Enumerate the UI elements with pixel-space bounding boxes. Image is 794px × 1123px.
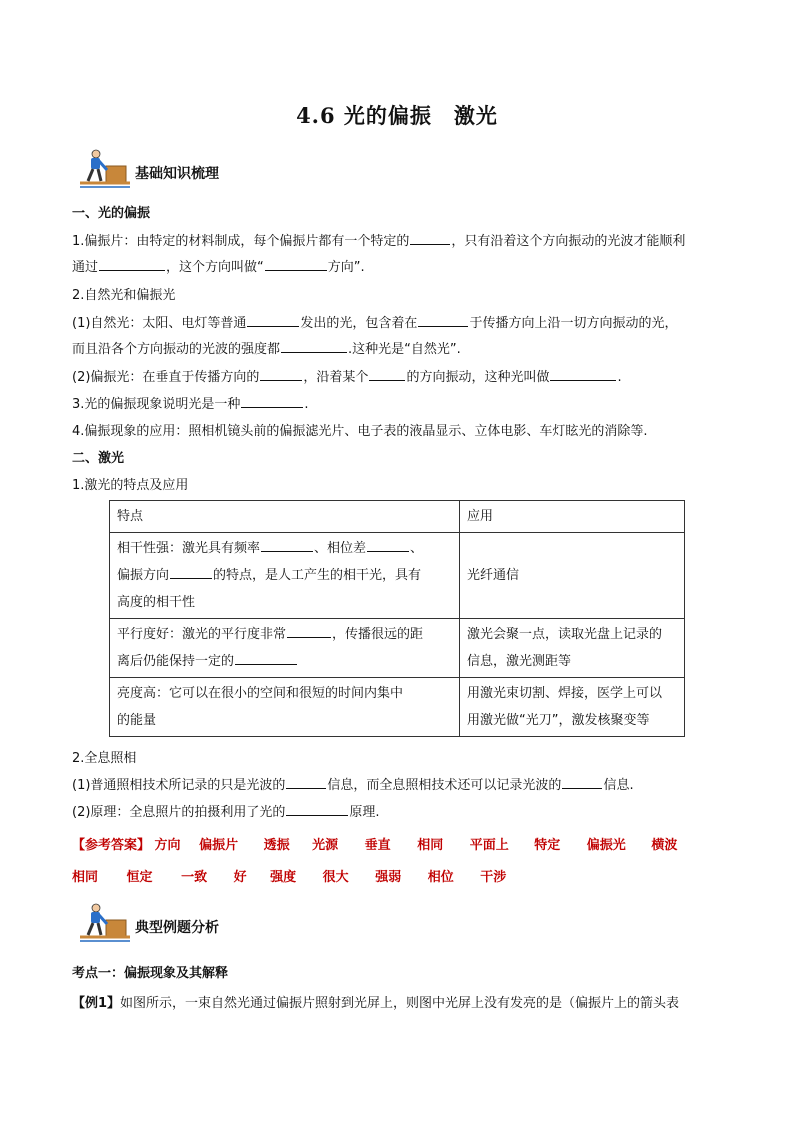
- part1-heading: 一、光的偏振: [72, 206, 151, 221]
- answer-item: 特定: [534, 838, 561, 853]
- answer-item: 透振: [263, 838, 290, 853]
- answer-item: 强弱: [375, 870, 402, 885]
- answer-item: 垂直: [364, 838, 391, 853]
- person-pushing-box-icon: [80, 148, 130, 190]
- answer-item: 很大: [322, 870, 349, 885]
- example-label: 【例1】: [72, 996, 121, 1011]
- section-header-knowledge: [80, 148, 380, 190]
- answer-row-2: [72, 866, 516, 885]
- answer-item: 强度: [270, 870, 297, 885]
- answer-item: 一致: [181, 870, 208, 885]
- table-cell: 光纤通信: [460, 533, 685, 619]
- paragraph: (2)偏振光：在垂直于传播方向的 ，沿着某个 的方向振动，这种光叫做 .: [72, 370, 622, 385]
- answer-item: 相位: [427, 870, 454, 885]
- table-cell: 平行度好：激光的平行度非常 ，传播很远的距 离后仍能保持一定的: [110, 619, 460, 678]
- answer-item: 干涉: [480, 870, 507, 885]
- paragraph: (2)原理：全息照片的拍摄利用了光的 原理.: [72, 805, 380, 820]
- section-header-examples: [80, 902, 380, 944]
- paragraph: 而且沿各个方向振动的光波的强度都 .这种光是“自然光”.: [72, 342, 461, 357]
- paragraph: (1)自然光：太阳、电灯等普通 发出的光，包含着在 于传播方向上沿一切方向振动的光，: [72, 316, 678, 331]
- answer-item: 偏振片: [199, 838, 239, 853]
- paragraph: 4.偏振现象的应用：照相机镜头前的偏振滤光片、电子表的液晶显示、立体电影、车灯眩光的消除等.: [72, 424, 648, 439]
- table-row: [110, 678, 685, 737]
- table-header-cell: 应用: [460, 501, 685, 533]
- paragraph: (1)普通照相技术所记录的只是光波的 信息，而全息照相技术还可以记录光波的 信息.: [72, 778, 634, 793]
- table-row: [110, 533, 685, 619]
- page-title: 4.6 光的偏振 激光: [296, 103, 498, 128]
- table-cell: 用激光束切割、焊接，医学上可以 用激光做“光刀”，激发核聚变等: [460, 678, 685, 737]
- answer-item: 恒定: [126, 870, 153, 885]
- table-cell: 亮度高：它可以在很小的空间和很短的时间内集中 的能量: [110, 678, 460, 737]
- laser-features-table: [109, 500, 685, 737]
- paragraph: 1.偏振片：由特定的材料制成，每个偏振片都有一个特定的 ，只有沿着这个方向振动的光波才能顺利: [72, 234, 686, 249]
- section-heading: 典型例题分析: [135, 920, 219, 936]
- answer-item: 平面上: [469, 838, 509, 853]
- answer-item: 偏振光: [586, 838, 626, 853]
- paragraph: 2.全息照相: [72, 751, 137, 766]
- section-heading: 基础知识梳理: [135, 166, 219, 182]
- table-row: [110, 619, 685, 678]
- answer-item: 好: [233, 870, 247, 885]
- paragraph: 通过 ，这个方向叫做“ 方向”.: [72, 260, 365, 275]
- answer-item: 相同: [72, 870, 99, 885]
- answer-row-1: [72, 834, 687, 853]
- answer-item: 横波: [651, 838, 678, 853]
- answer-label: 【参考答案】: [72, 838, 151, 853]
- paragraph: 3.光的偏振现象说明光是一种 .: [72, 397, 309, 412]
- paragraph: 2.自然光和偏振光: [72, 288, 176, 303]
- person-pushing-box-icon: [80, 902, 130, 944]
- part2-heading: 二、激光: [72, 451, 125, 466]
- example-question: 【例1】如图所示，一束自然光通过偏振片照射到光屏上，则图中光屏上没有发亮的是（偏振片上的箭头表: [72, 996, 680, 1011]
- paragraph: 1.激光的特点及应用: [72, 478, 189, 493]
- table-header-cell: 特点: [110, 501, 460, 533]
- answer-item: 相同: [417, 838, 444, 853]
- exam-point-heading: 考点一：偏振现象及其解释: [72, 966, 229, 981]
- answer-item: 光源: [312, 838, 339, 853]
- table-cell: 相干性强：激光具有频率 、相位差 、 偏振方向 的特点，是人工产生的相干光，具有 高度的相干性: [110, 533, 460, 619]
- table-header-row: [110, 501, 685, 533]
- table-cell: 激光会聚一点，读取光盘上记录的 信息，激光测距等: [460, 619, 685, 678]
- answer-item: 方向: [154, 838, 181, 853]
